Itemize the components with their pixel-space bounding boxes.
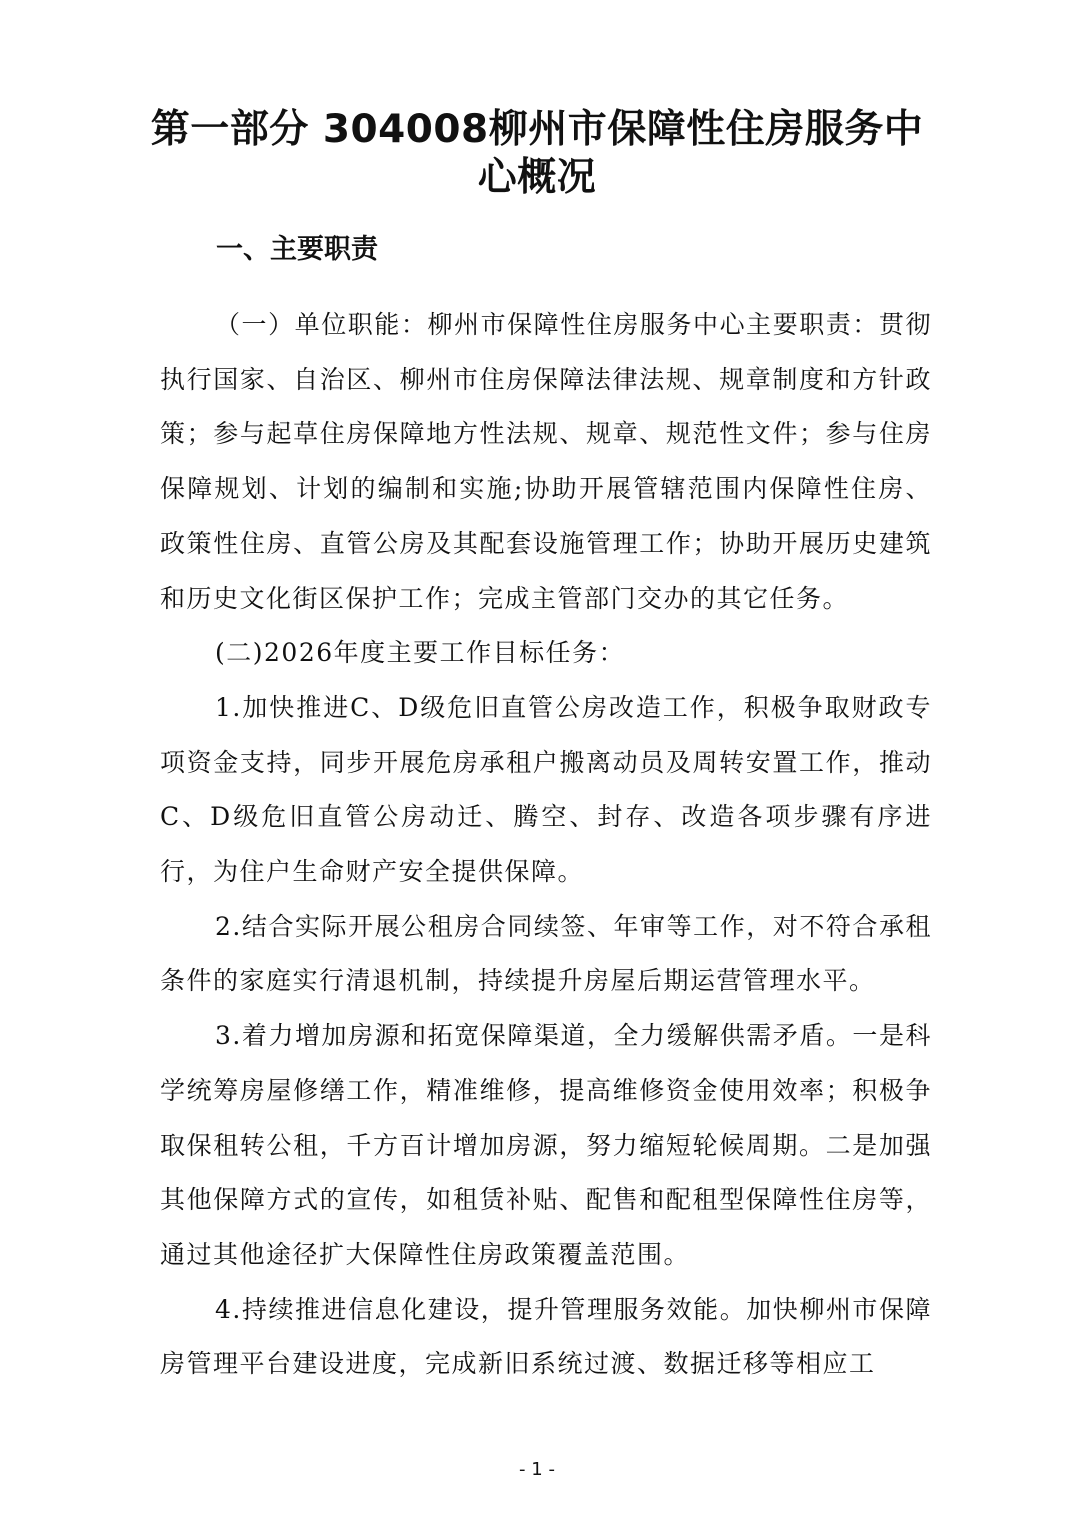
section-heading: 一、主要职责	[216, 234, 378, 265]
paragraph-task-3: 3.着力增加房源和拓宽保障渠道，全力缓解供需矛盾。一是科学统筹房屋修缮工作，精准维修，提高维修资金使用效率；积极争取保租转公租，千方百计增加房源，努力缩短轮候周期。二是加强其他保障方式的宣传，如租赁补贴、配售和配租型保障性住房等，通过其他途径扩大保障性住房政策覆盖范围。	[160, 1021, 932, 1269]
page-title-line-2: 心概况	[477, 155, 597, 200]
paragraph-task-2: 2.结合实际开展公租房合同续签、年审等工作，对不符合承租条件的家庭实行清退机制，持续提升房屋后期运营管理水平。	[160, 911, 932, 996]
paragraph-task-1: 1.加快推进C、D级危旧直管公房改造工作，积极争取财政专项资金支持，同步开展危房承租户搬离动员及周转安置工作，推动C、D级危旧直管公房动迁、腾空、封存、改造各项步骤有序进行，为住户生命财产安全提供保障。	[160, 692, 932, 887]
paragraph-task-heading: (二)2026年度主要工作目标任务：	[215, 638, 626, 668]
page-title	[140, 106, 934, 202]
page-number: - 1 -	[519, 1459, 555, 1480]
paragraph-unit-functions: （一）单位职能：柳州市保障性住房服务中心主要职责：贯彻执行国家、自治区、柳州市住房保障法律法规、规章制度和方针政策；参与起草住房保障地方性法规、规章、规范性文件；参与住房保障规划、计划的编制和实施;协助开展管辖范围内保障性住房、政策性住房、直管公房及其配套设施管理工作；协助开展历史建筑和历史文化街区保护工作；完成主管部门交办的其它任务。	[160, 310, 932, 613]
page-title-line-1: 第一部分 304008柳州市保障性住房服务中	[150, 107, 924, 152]
paragraph-task-4: 4.持续推进信息化建设，提升管理服务效能。加快柳州市保障房管理平台建设进度，完成新旧系统过渡、数据迁移等相应工	[160, 1294, 932, 1379]
document-body	[160, 298, 932, 1392]
